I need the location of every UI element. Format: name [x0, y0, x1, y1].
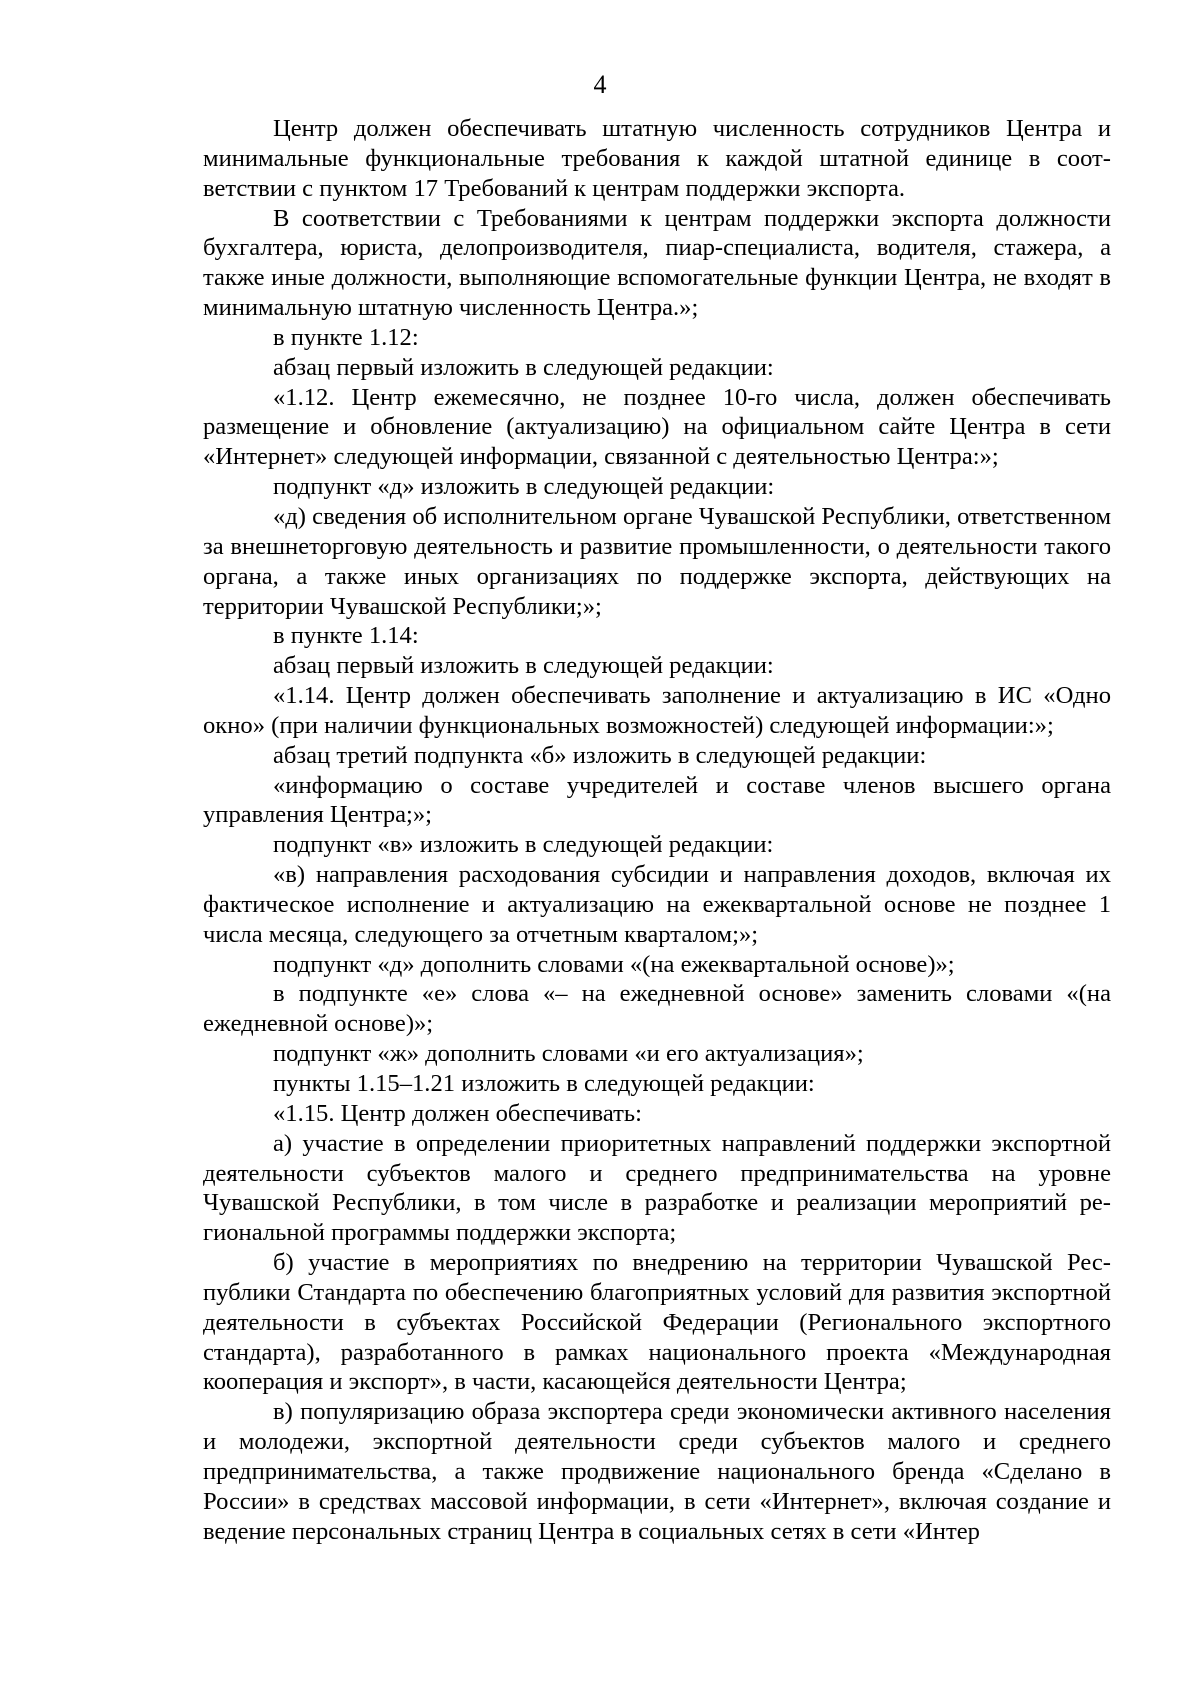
page-number: 4	[593, 70, 607, 99]
paragraph: б) участие в мероприятиях по внедрению на территории Чувашской Республики Стандарта по обеспечению благоприятных условий для развития экспортной деятельности в субъектах Российской Федерации (Регионального экспортного стандарта), разработанного в рамках национального проекта «Международная кооперация и экспорт», в части, касающейся деятельности Центра;	[203, 1249, 1111, 1396]
paragraph: подпункт «в» изложить в следующей редакции:	[273, 831, 774, 859]
paragraph: подпункт «ж» дополнить словами «и его актуализация»;	[273, 1040, 864, 1068]
paragraph: «информацию о составе учредителей и составе членов высшего органа управления Центра;»;	[203, 771, 1111, 829]
paragraph: «в) направления расходования субсидии и направления доходов, включая их фактическое исполнение и актуализацию на ежеквартальной основе не позднее 1 числа месяца, следующего за отчетным кварталом;»;	[203, 861, 1111, 948]
paragraph: а) участие в определении приоритетных направлений поддержки экспортной деятельности субъектов малого и среднего предпринимательства на уровне Чувашской Республики, в том числе в разработке и реализации мероприятий региональной программы поддержки экспорта;	[203, 1129, 1111, 1247]
paragraph: Центр должен обеспечивать штатную численность сотрудников Центра и минимальные функциональные требования к каждой штатной единице в соответствии с пунктом 17 Требований к центрам поддержки экспорта.	[203, 115, 1111, 202]
paragraph: абзац третий подпункта «б» изложить в следующей редакции:	[273, 741, 927, 769]
paragraph: в подпункте «е» слова «– на ежедневной основе» заменить словами «(на ежедневной основе)»;	[203, 980, 1111, 1038]
paragraph: «1.14. Центр должен обеспечивать заполнение и актуализацию в ИС «Одно окно» (при наличии функциональных возможностей) следующей информации:»;	[203, 682, 1111, 739]
paragraph: в) популяризацию образа экспортера среди экономически активного населения и молодежи, экспортной деятельности среди субъектов малого и среднего предпринимательства, а также продвижение национального бренда «Сделано в России» в средствах массовой информации, в сети «Интернет», включая создание и ведение персональных страниц Центра в социальных сетях в сети «Интер	[203, 1398, 1111, 1545]
paragraph: «1.15. Центр должен обеспечивать:	[273, 1099, 642, 1127]
paragraph: абзац первый изложить в следующей редакции:	[273, 353, 774, 381]
paragraph: «1.12. Центр ежемесячно, не позднее 10-го числа, должен обеспечивать размещение и обновление (актуализацию) на официальном сайте Центра в сети «Интернет» следующей информации, связанной с деятельностью Центра:»;	[203, 383, 1111, 471]
paragraph: в пункте 1.14:	[273, 622, 419, 650]
paragraph: пункты 1.15–1.21 изложить в следующей редакции:	[273, 1070, 815, 1097]
document-body	[203, 114, 1111, 1547]
paragraph: «д) сведения об исполнительном органе Чувашской Республики, ответственном за внешнеторговую деятельность и развитие промышленности, о деятельности такого органа, а также иных организациях по поддержке экспорта, действующих на территории Чувашской Республики;»;	[203, 502, 1112, 620]
paragraph: В соответствии с Требованиями к центрам поддержки экспорта должности бухгалтера, юриста, делопроизводителя, пиар-специалиста, водителя, стажера, а также иные должности, выполняющие вспомогательные функции Центра, не входят в минимальную штатную численность Центра.»;	[203, 204, 1111, 322]
paragraph: подпункт «д» изложить в следующей редакции:	[273, 473, 775, 501]
paragraph: подпункт «д» дополнить словами «(на ежеквартальной основе)»;	[273, 950, 955, 978]
paragraph: в пункте 1.12:	[273, 323, 419, 351]
paragraph: абзац первый изложить в следующей редакции:	[273, 652, 774, 680]
